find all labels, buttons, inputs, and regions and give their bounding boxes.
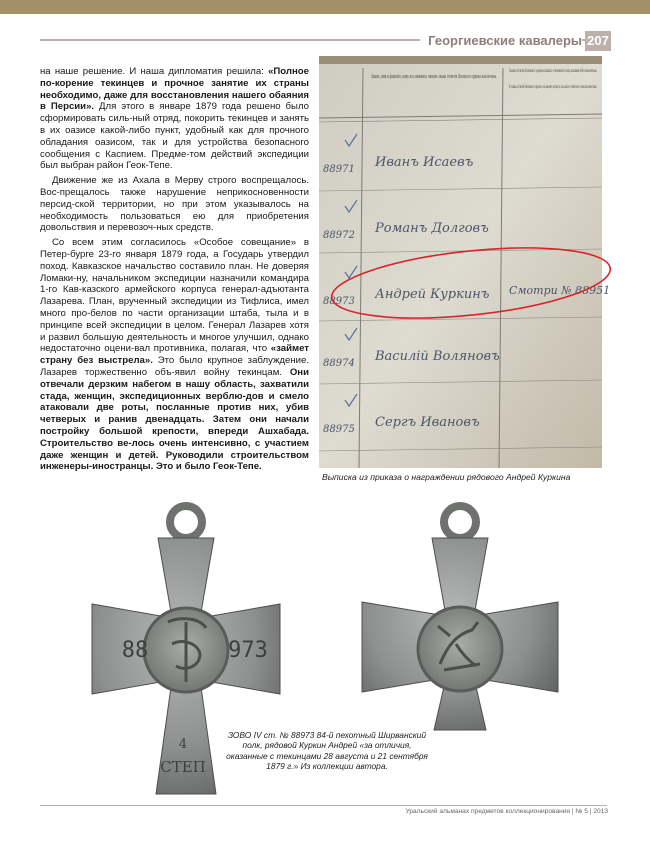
- section-title: Георгиевские кавалеры: [420, 33, 582, 49]
- p1-run-0: на наше решение. И наша дипломатия решила:: [40, 66, 269, 77]
- p1-run-1: «Полное по-корение текинцев и прочное занятие их страны необходимо, даже для восстановления нашего обаяния в Персии».: [40, 66, 309, 113]
- medal-inscription: СТЕП: [160, 758, 206, 776]
- p3-run-3: Они отвечали дерзким набегом в нашу область, захватили стада, женщин, экспедиционных верблю-дов и смело атаковали две роты, посланные против них, убив четверых и ранив двенадцать. Затем они начали постройку большой крепости, впереди Ашхабада. Строительство ве-лось очень интенсивно, с участием даже женщин и детей. Руководили строительством инженеры-иностранцы. Это и было Геок-Тепе.: [40, 366, 309, 473]
- medal-caption: ЗОВО IV ст. № 88973 84-й пехотный Ширванский полк, рядовой Куркин Андрей «за отличия, оказанные с текинцами 28 августа и 21 сентября 1879 г.» Из коллекции автора.: [226, 730, 428, 772]
- doc-entry-number: 88975: [323, 424, 355, 435]
- paragraph-2: Движение же из Ахала в Мерву строго воспрещалось. Вос-прещалось также нарушение неприкосновенности персид-ской территории, но при этом указывалось на необходимость пользоваться ею для приобретения довольствия и перевозоч-ных средств.: [40, 175, 309, 234]
- doc-entry-number: 88971: [323, 164, 355, 175]
- doc-header-col3: № знака отличія Военнаго ордена, въ какомъ полку и за какое отличіе въ списках внесены.: [509, 84, 598, 90]
- paragraph-1: [40, 66, 309, 172]
- archive-document-photo: [319, 56, 611, 468]
- doc-entry-number: 88973: [323, 296, 355, 307]
- document-caption: Выписка из приказа о награждении рядового Андрей Куркина: [322, 472, 571, 482]
- footer-text: Уральский альманах предметов коллекционирования | № 5 | 2013: [405, 808, 608, 815]
- p3-run-0: Со всем этим согласилось «Особое совещание» в Петер-бурге 23-го января 1879 года, а Государь утвердил поход. Кавказское начальство составило план. Не доверяя Ломаки-ну, начальником экспедиции назначили командира 1-го Кав-казского армейского корпуса генерал-адъютанта Лазарева. План, врученный экспедиции из Тифлиса, имел много про-белов по части организации штаба, тыла и в принципе всей экспедиции в целом. Генерал Лазарев хотя и развил большую деятельность и многое улучшил, однако недостаточно оцени-вал противника, полагая, что: [40, 237, 309, 355]
- medal-number-right: 973: [228, 638, 268, 663]
- footer-rule: [40, 805, 607, 806]
- p3-run-2: Это было крупное заблуждение. Лазарев торжественно объ-явил войну текинцам.: [40, 355, 309, 378]
- p3-run-1: «займет страну без выстрела».: [40, 343, 309, 367]
- doc-entry-name: Романъ Долговъ: [375, 221, 489, 236]
- page-number: 207: [585, 31, 611, 51]
- paragraph-3: [40, 237, 309, 473]
- doc-entry-name: Иванъ Исаевъ: [375, 155, 474, 170]
- document-scan: [319, 56, 611, 468]
- medal-number-left: 88: [121, 638, 149, 663]
- doc-entry-name: Василій Воляновъ: [375, 349, 500, 364]
- doc-entry-number: 88972: [323, 230, 355, 241]
- cross-reverse: [362, 506, 558, 730]
- doc-entry-name: Андрей Куркинъ: [375, 287, 490, 302]
- p1-run-2: Для этого в январе 1879 года решено было сформировать силь-ный отряд, покорить текинцев и занять в их оазисе какой-либо пункт, удобный как для прочного обладания оазисом, так и для устройства безопасного сообщения с Каспием. Предме-том действий экспедиции был выбран район Геок-Тепе.: [40, 101, 309, 172]
- top-color-bar: [0, 0, 650, 14]
- article-text: [40, 66, 309, 476]
- doc-header-col1: [371, 73, 497, 80]
- doc-header-col2: Знаки отличія Военнаго ордена какихъ степеней и подъ какими №№ назначены.: [509, 68, 598, 74]
- doc-entry-note: Смотри № 88951: [509, 284, 611, 297]
- medal-degree: 4: [178, 737, 188, 752]
- doc-entry-name: Сергъ Ивановъ: [375, 415, 480, 430]
- doc-entry-number: 88974: [323, 358, 355, 369]
